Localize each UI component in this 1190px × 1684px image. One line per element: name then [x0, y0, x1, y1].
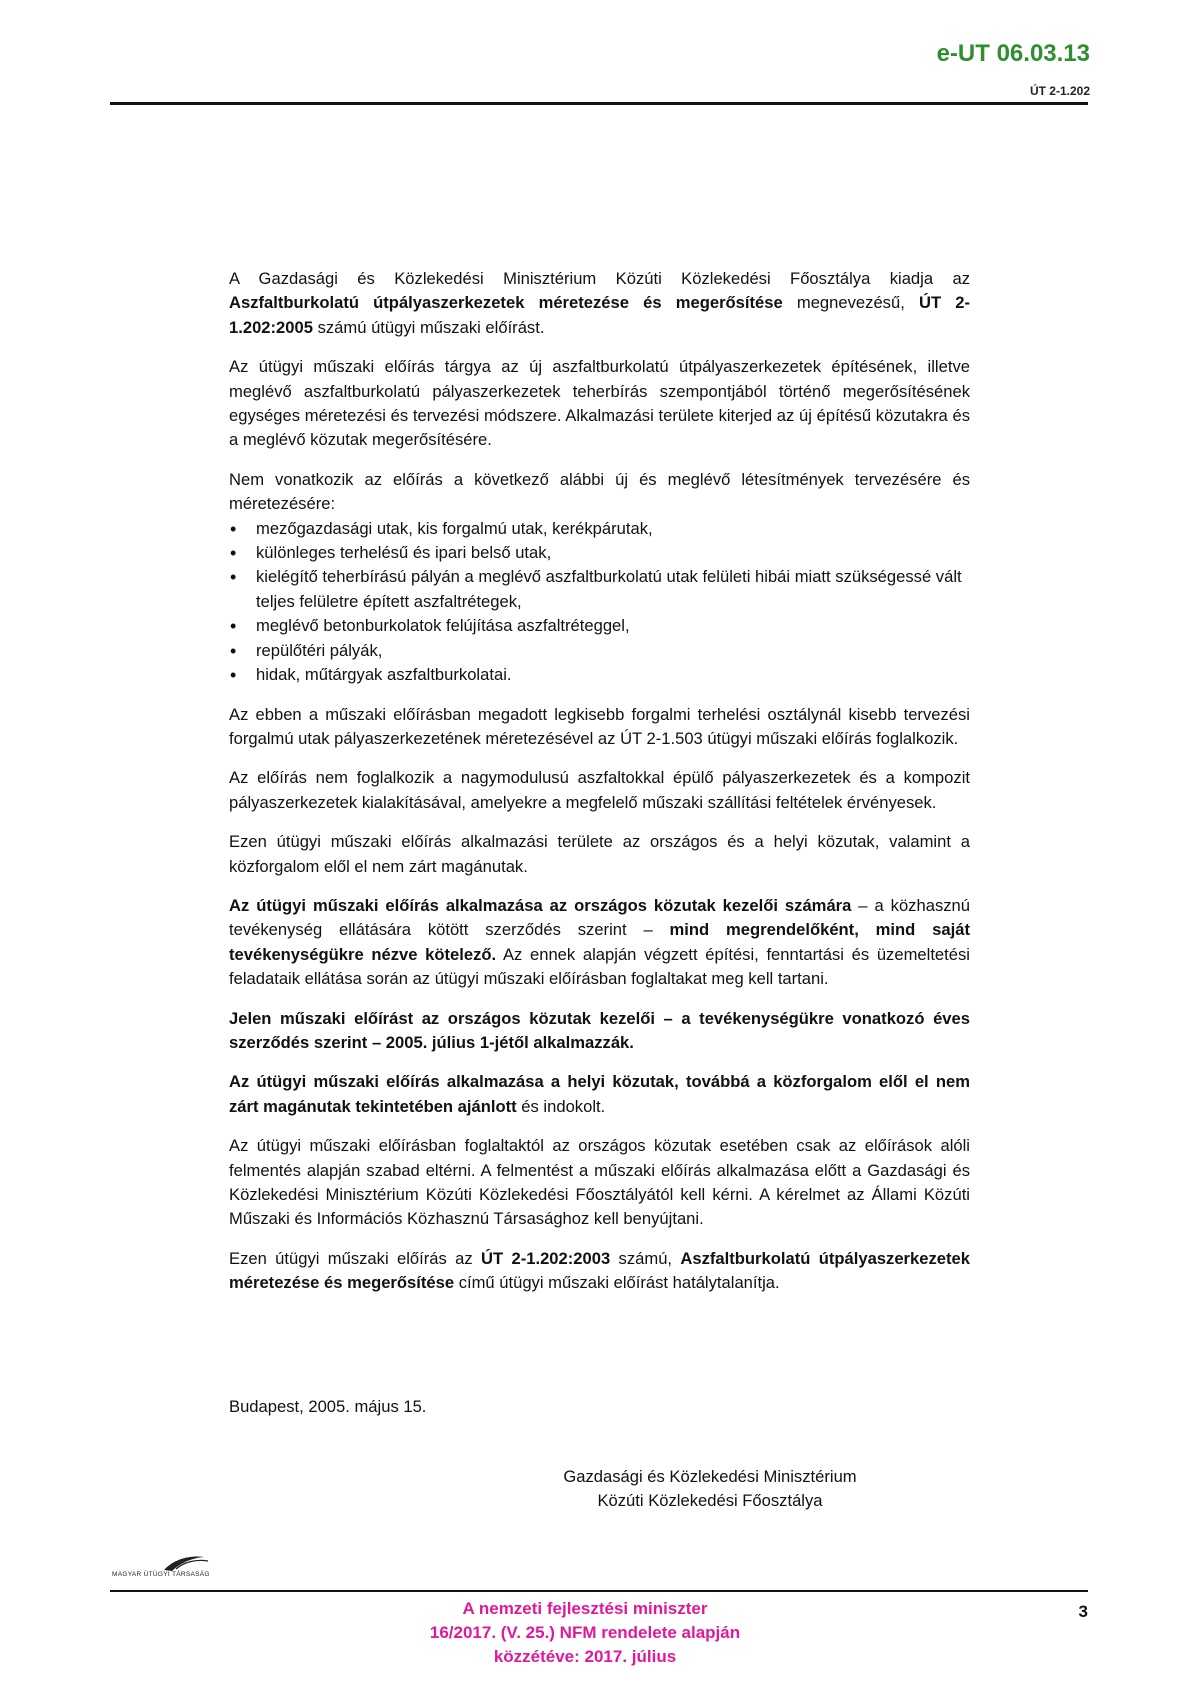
paragraph-exemption: Az útügyi műszaki előírásban foglaltaktól az országos közutak esetében csak az előírások alóli felmentés alapján szabad eltérni. A felmentést a műszaki előírás alkalmazása előtt a Gazdasági és Közlekedési Minisztérium Közúti Közlekedési Főosztályától kell kérni. A kérelmet az Állami Közúti Műszaki és Információs Közhasznú Társasághoz kell benyújtani. — [229, 1136, 970, 1229]
standard-code: ÚT 2-1.202:2005 — [229, 293, 970, 337]
list-item: • meglévő betonburkolatok felújítása aszfaltréteggel, — [229, 614, 970, 638]
paragraph-intro: A Gazdasági és Közlekedési Minisztérium Közúti Közlekedési Főosztálya kiadja az Aszfaltburkolatú útpályaszerkezetek méretezése és megerősítése megnevezésű, ÚT 2-1.202:2005 számú útügyi műszaki előírást. — [229, 269, 970, 337]
paragraph-exclusions: Nem vonatkozik az előírás a következő alábbi új és meglévő létesítmények tervezésére és méretezésére: — [229, 469, 970, 514]
paragraph-high-modulus: Az előírás nem foglalkozik a nagymodulusú aszfaltokkal épülő pályaszerkezetek és a kompozit pályaszerkezetek kialakításával, amelyekre a megfelelő műszaki szállítási feltételek érvényesek. — [229, 768, 970, 812]
issue-date: Budapest, 2005. május 15. — [229, 1397, 427, 1416]
document-code: e-UT 06.03.13 — [936, 40, 1090, 67]
paragraph-supersedes: Ezen útügyi műszaki előírás az ÚT 2-1.202:2003 számú, Aszfaltburkolatú útpályaszerkezetek méretezése és megerősítése című útügyi műszaki előírást hatálytalanítja. — [229, 1248, 970, 1293]
standard-number: ÚT 2-1.202 — [1029, 84, 1090, 98]
standard-title: Aszfaltburkolatú útpályaszerkezetek méretezése és megerősítése — [229, 293, 783, 313]
page-number: 3 — [1078, 1602, 1088, 1621]
paragraph-low-traffic: Az ebben a műszaki előírásban megadott legkisebb forgalmi terhelési osztálynál kisebb tervezési forgalmú utak pályaszerkezetének méretezésével az ÚT 2-1.503 útügyi műszaki előírás foglalkozik. — [229, 704, 970, 748]
issuer-block — [560, 1465, 860, 1513]
paragraph-recommended: Az útügyi műszaki előírás alkalmazása a helyi közutak, továbbá a közforgalom elől el nem zárt magánutak tekintetében ajánlott és indokolt. — [229, 1072, 970, 1116]
publication-note: A nemzeti fejlesztési miniszter 16/2017. (V. 25.) NFM rendelete alapján közzétéve: 2017. július — [429, 1599, 741, 1666]
list-item: • mezőgazdasági utak, kis forgalmú utak, kerékpárutak, — [229, 517, 970, 541]
paragraph-effective-date: Jelen műszaki előírást az országos közutak kezelői – a tevékenységükre vonatkozó éves szerződés szerint – 2005. július 1-jétől alkalmazzák. — [229, 1008, 970, 1052]
list-item: • repülőtéri pályák, — [229, 639, 970, 663]
list-item: • kielégítő teherbírású pályán a meglévő aszfaltburkolatú utak felületi hibái miatt szükségessé vált teljes felületre épített aszfaltrétegek, — [229, 565, 970, 614]
document-body — [229, 267, 970, 1311]
list-item: • különleges terhelésű és ipari belső utak, — [229, 541, 970, 565]
footer-divider — [110, 1590, 1088, 1592]
road-swoosh-icon — [112, 1553, 262, 1573]
exclusion-list — [229, 517, 970, 688]
society-logo — [112, 1553, 262, 1585]
issuer-department: Közúti Közlekedési Főosztálya — [597, 1491, 823, 1510]
paragraph-scope: Ezen útügyi műszaki előírás alkalmazási területe az országos és a helyi közutak, valamint a közforgalom elől el nem zárt magánutak. — [229, 832, 970, 876]
logo-text: MAGYAR ÚTÜGYI TÁRSASÁG — [112, 1571, 210, 1578]
issuer-ministry: Gazdasági és Közlekedési Minisztérium — [563, 1467, 857, 1486]
paragraph-subject: Az útügyi műszaki előírás tárgya az új aszfaltburkolatú útpályaszerkezetek építésének, illetve meglévő aszfaltburkolatú pályaszerkezetek teherbírás szempontjából történő megerősítésének egységes méretezési és tervezési módszere. Alkalmazási területe kiterjed az új építésű közutakra és a meglévő közutak megerősítésére. — [229, 357, 970, 450]
paragraph-mandatory: Az útügyi műszaki előírás alkalmazása az országos közutak kezelői számára – a közhasznú tevékenység ellátására kötött szerződés szerint – mind megrendelőként, mind saját tevékenységükre nézve kötelező. Az ennek alapján végzett építési, fenntartási és üzemeltetési feladataik ellátása során az útügyi műszaki előírásban foglaltakat meg kell tartani. — [229, 895, 970, 989]
list-item: • hidak, műtárgyak aszfaltburkolatai. — [229, 663, 970, 687]
header-divider — [110, 102, 1088, 105]
